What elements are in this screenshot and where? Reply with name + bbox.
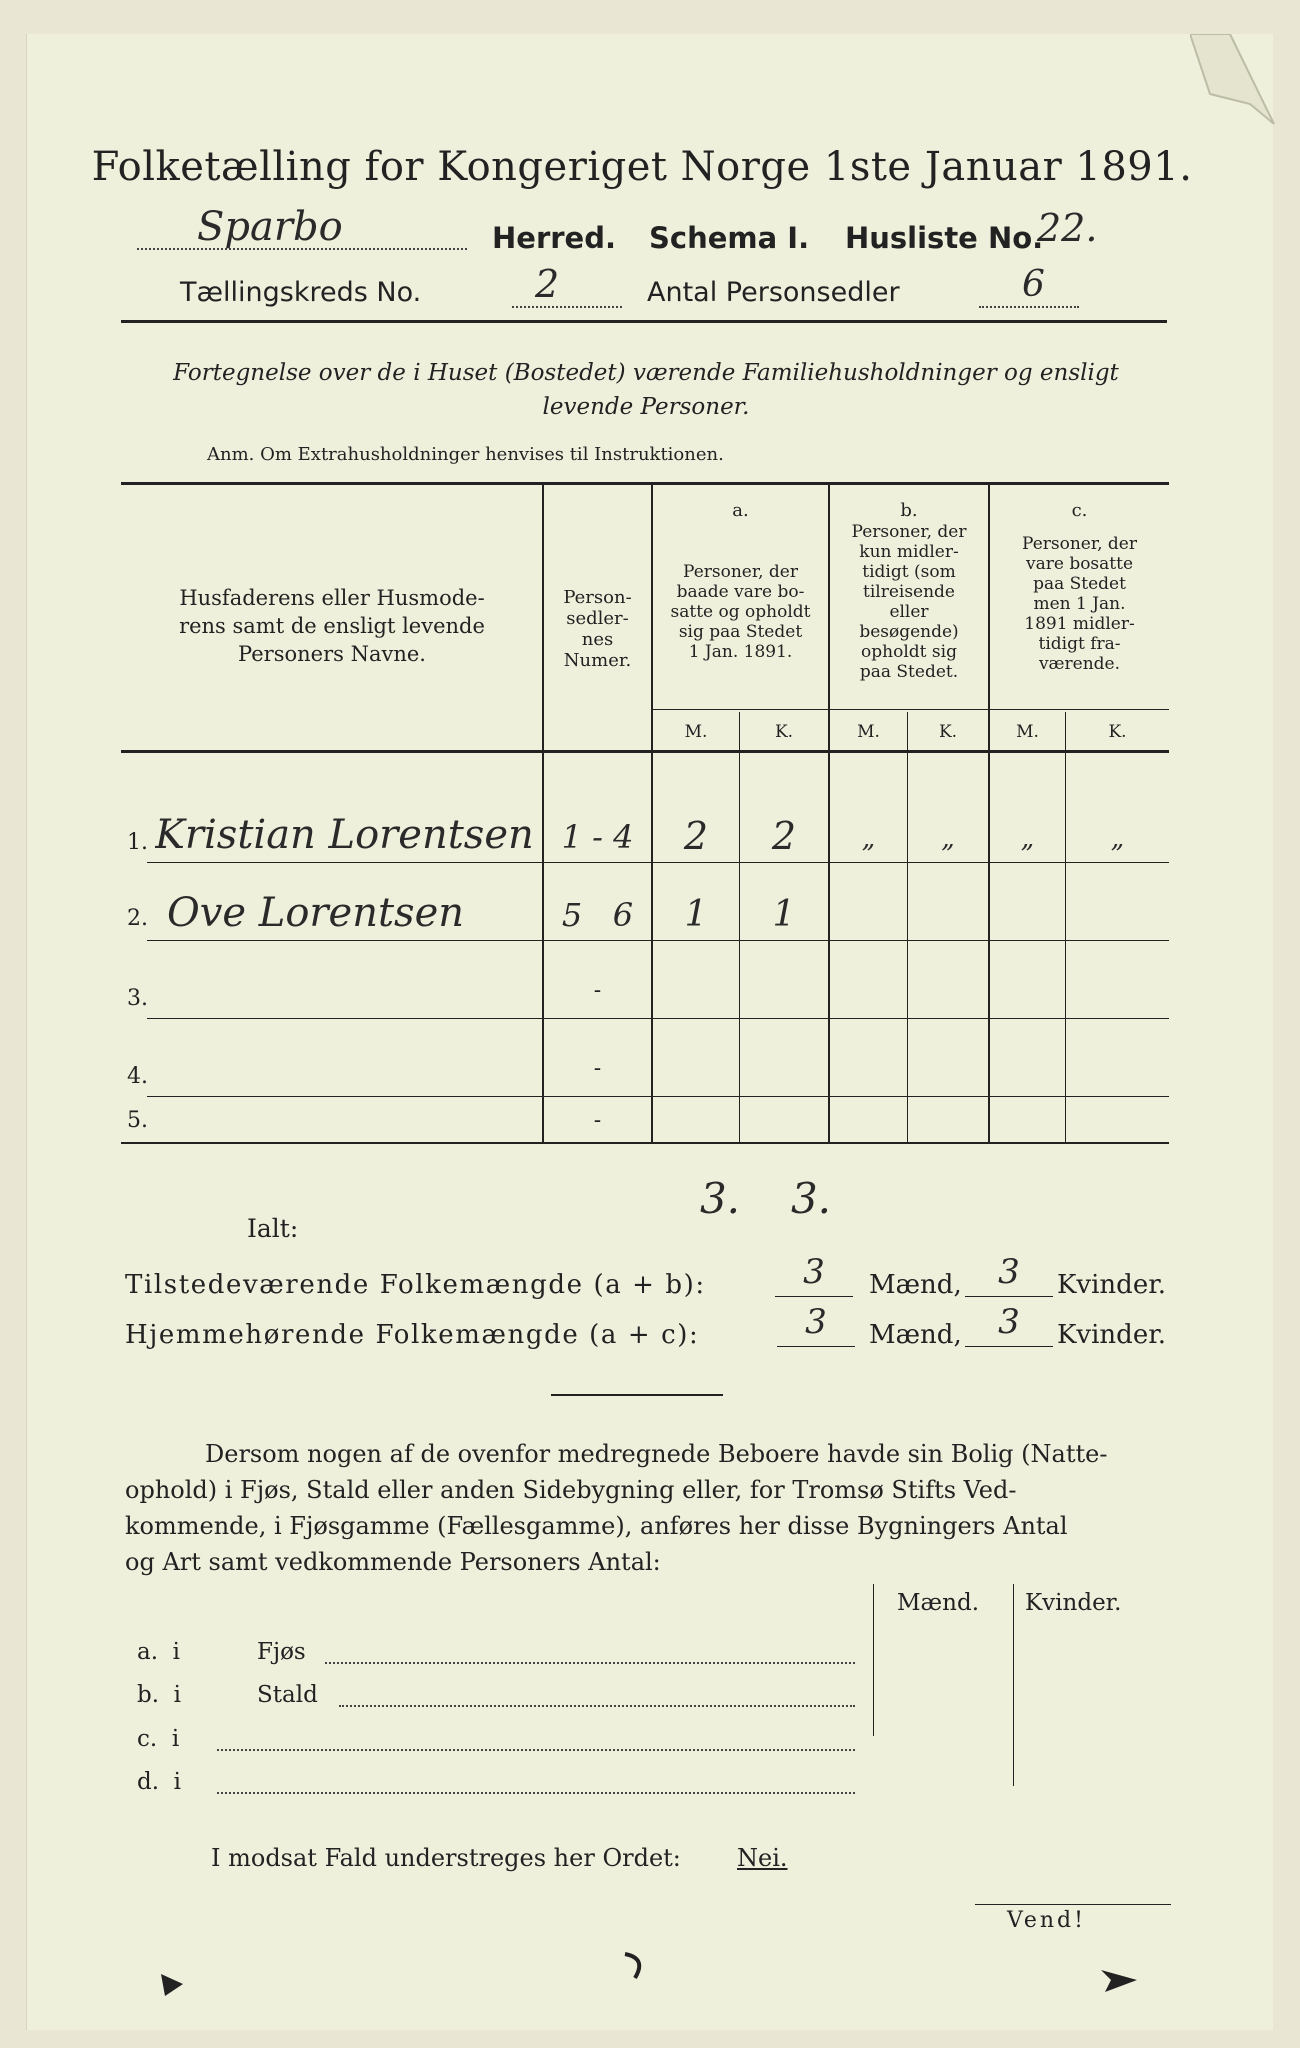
table-header-rule [121, 750, 1169, 753]
row-number: 3. [127, 986, 148, 1011]
table-bottom-rule [121, 1142, 1169, 1144]
row-c-k: „ [1110, 824, 1125, 854]
kreds-dotline [512, 306, 622, 308]
col-c-header-line: 1891 midler- [1024, 614, 1135, 634]
col-a-header [653, 562, 828, 662]
row-a-m: 1 [684, 894, 708, 935]
row-number: 5. [127, 1108, 148, 1133]
row-num: - [593, 1056, 602, 1081]
row-num: 1 - 4 [561, 818, 634, 856]
table-top-rule [121, 482, 1169, 485]
anm-note: Anm. Om Extrahusholdninger henvises til Instruktionen. [207, 444, 724, 465]
tilstede-m-line [775, 1296, 853, 1297]
col-c-letter: c. [1071, 500, 1088, 521]
item-letter: c. i [137, 1726, 180, 1752]
row-rule [147, 1018, 1169, 1019]
antal-value: 6 [1022, 264, 1045, 305]
corner-mark-icon [155, 1964, 195, 2004]
col-b-header-line: tidigt (som [862, 562, 956, 582]
name-col-header-line: rens samt de ensligt levende [179, 614, 485, 638]
row-rule [147, 1096, 1169, 1097]
row-number: 4. [127, 1064, 148, 1089]
hjemme-maend: Mænd, [869, 1320, 962, 1350]
tilstede-label: Tilstedeværende Folkemængde (a + b): [125, 1270, 706, 1300]
hjemme-m-line [777, 1346, 855, 1347]
nei-word: Nei. [737, 1844, 788, 1872]
intro-line1: Fortegnelse over de i Huset (Bostedet) værende Familiehusholdninger og ensligt [173, 360, 1119, 386]
col-a-letter: a. [732, 500, 749, 521]
form-title: Folketælling for Kongeriget Norge 1ste Januar 1891. [91, 144, 1193, 190]
row-a-m: 2 [683, 814, 709, 858]
sb-col-sep-1 [873, 1584, 874, 1736]
sidebygning-line: og Art samt vedkommende Personers Antal: [125, 1548, 661, 1576]
item-dotline [217, 1749, 855, 1751]
b-m-label: M. [857, 722, 880, 742]
col-c-header [990, 534, 1169, 674]
col-b-header [830, 522, 988, 682]
col-sep-ck [1065, 712, 1066, 1142]
folded-corner-icon [1190, 34, 1280, 144]
col-b-header-line: Personer, der [851, 522, 967, 542]
b-k-label: K. [938, 722, 958, 742]
sidebygning-paragraph [125, 1436, 1171, 1580]
num-col-header-line: Numer. [563, 650, 632, 671]
tilstede-kvinder: Kvinder. [1057, 1270, 1167, 1300]
num-col-header-line: nes [581, 629, 614, 650]
a-m-label: M. [684, 722, 708, 742]
col-b-letter: b. [900, 500, 918, 521]
row-name: Kristian Lorentsen [155, 812, 534, 858]
num-col-header-line: sedler- [566, 608, 629, 629]
ialt-m: 3. [699, 1174, 741, 1223]
col-c-header-line: tidigt fra- [1038, 634, 1121, 654]
hjemme-label: Hjemmehørende Folkemængde (a + c): [125, 1320, 700, 1350]
arrow-mark-icon [1097, 1962, 1147, 2002]
ialt-k: 3. [790, 1174, 832, 1223]
small-mark-icon [617, 1948, 657, 1988]
tilstede-maend: Mænd, [869, 1270, 962, 1300]
item-letter: b. i [137, 1682, 182, 1708]
husliste-value: 22. [1037, 206, 1098, 250]
tilstede-k: 3 [998, 1252, 1020, 1292]
c-k-label: K. [1108, 722, 1127, 742]
col-sep-bk [907, 712, 908, 1142]
sb-col-sep-2 [1013, 1584, 1014, 1786]
col-c-header-line: værende. [1038, 654, 1121, 674]
col-c-header-line: paa Stedet [1033, 574, 1126, 594]
husliste-label: Husliste No. [845, 221, 1044, 255]
row-a-k: 1 [772, 894, 796, 935]
num-col-header-line: Person- [563, 587, 632, 608]
col-c-header-line: vare bosatte [1025, 554, 1134, 574]
item-dotline [339, 1705, 855, 1707]
tilstede-m: 3 [803, 1252, 825, 1292]
antal-label: Antal Personsedler [647, 277, 900, 308]
row-b-k: „ [941, 824, 955, 854]
herred-label: Herred. [492, 221, 616, 255]
row-number: 1. [127, 830, 148, 855]
sidebygning-line: Dersom nogen af de ovenfor medregnede Beboere havde sin Bolig (Natte- [205, 1440, 1108, 1468]
item-label: Stald [257, 1682, 318, 1708]
col-b-header-line: tilreisende [862, 582, 955, 602]
col-c-header-line: men 1 Jan. [1033, 594, 1126, 614]
row-num: 5 6 [561, 896, 634, 934]
schema-label: Schema I. [649, 221, 810, 255]
hjemme-m: 3 [805, 1302, 827, 1342]
sb-col-kvinder: Kvinder. [1025, 1590, 1122, 1616]
col-b-header-line: paa Stedet. [859, 662, 959, 682]
ialt-label: Ialt: [247, 1214, 299, 1243]
c-m-label: M. [1016, 722, 1039, 742]
vend-text: Vend! [1007, 1908, 1086, 1933]
sidebygning-line: ophold) i Fjøs, Stald eller anden Sidebygning eller, for Tromsø Stifts Ved- [125, 1476, 1017, 1504]
row-rule [147, 862, 1169, 863]
a-k-label: K. [774, 722, 794, 742]
name-col-header [127, 584, 537, 668]
item-letter: a. i [137, 1639, 181, 1665]
kreds-label: Tællingskreds No. [180, 277, 422, 308]
row-a-k: 2 [771, 814, 797, 858]
name-col-header-line: Personers Navne. [238, 642, 426, 666]
item-label: Fjøs [257, 1639, 306, 1665]
hjemme-k: 3 [998, 1302, 1020, 1342]
col-b-header-line: eller [889, 602, 929, 622]
col-b-header-line: besøgende) [859, 622, 959, 642]
modsat-text: I modsat Fald understreges her Ordet: [211, 1844, 681, 1872]
row-b-m: „ [861, 824, 876, 854]
row-num: - [593, 1108, 602, 1133]
col-b-header-line: kun midler- [859, 542, 959, 562]
sidebygning-line: kommende, i Fjøsgamme (Fællesgamme), anføres her disse Bygningers Antal [125, 1512, 1068, 1540]
col-a-header-line: satte og opholdt [670, 602, 811, 622]
col-a-header-line: Personer, der [683, 562, 798, 582]
row-c-m: „ [1020, 824, 1035, 854]
item-dotline [325, 1662, 855, 1664]
intro-line2: levende Personer. [542, 394, 750, 420]
kreds-value: 2 [535, 262, 560, 306]
section-separator [551, 1394, 723, 1396]
herred-value: Sparbo [197, 204, 343, 250]
col-a-header-line: sig paa Stedet [678, 622, 803, 642]
mk-subrule [653, 709, 1169, 710]
tilstede-k-line [965, 1296, 1053, 1297]
header-rule [121, 320, 1167, 323]
row-num: - [593, 978, 602, 1003]
col-c-header-line: Personer, der [1022, 534, 1137, 554]
hjemme-kvinder: Kvinder. [1057, 1320, 1167, 1350]
sb-col-maend: Mænd. [897, 1590, 980, 1616]
row-name: Ove Lorentsen [167, 890, 465, 936]
census-form-sheet [26, 34, 1273, 2030]
item-dotline [217, 1792, 855, 1794]
vend-rule [975, 1904, 1171, 1905]
item-letter: d. i [137, 1769, 182, 1795]
col-a-header-line: baade vare bo- [676, 582, 805, 602]
col-a-header-line: 1 Jan. 1891. [688, 642, 793, 662]
num-col-header [544, 587, 651, 671]
col-b-header-line: opholdt sig [861, 642, 957, 662]
row-number: 2. [127, 906, 148, 931]
antal-dotline [979, 306, 1079, 308]
row-rule [147, 940, 1169, 941]
hjemme-k-line [965, 1346, 1053, 1347]
name-col-header-line: Husfaderens eller Husmode- [179, 586, 485, 610]
